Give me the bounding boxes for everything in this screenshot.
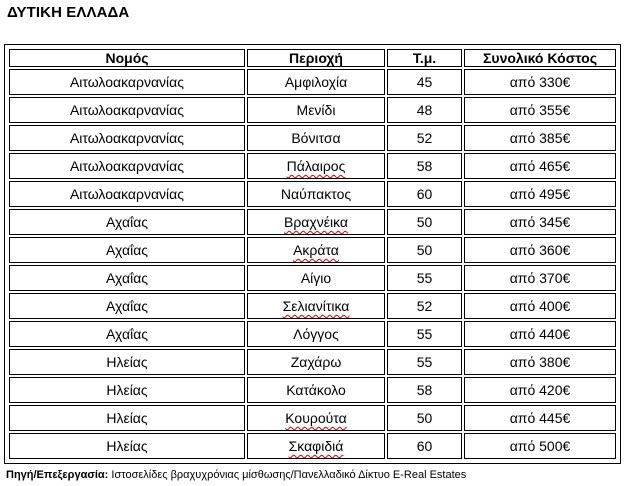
source-note — [6, 469, 466, 481]
table-row — [9, 237, 616, 263]
cell-nomos: Αιτωλοακαρνανίας — [9, 97, 245, 123]
table-row — [9, 69, 616, 95]
spellcheck-flagged-text: Σελιανίτικα — [282, 298, 350, 314]
cell-nomos: Αιτωλοακαρνανίας — [9, 181, 245, 207]
table-row — [9, 181, 616, 207]
column-header-kostos: Συνολικό Κόστος — [464, 49, 616, 67]
cell-tm: 48 — [387, 97, 462, 123]
cell-perioxi: Αίγιο — [247, 265, 385, 291]
cell-nomos: Ηλείας — [9, 405, 245, 431]
cell-perioxi: Βόνιτσα — [247, 125, 385, 151]
cell-tm: 50 — [387, 237, 462, 263]
cell-kostos: από 355€ — [464, 97, 616, 123]
cell-tm: 50 — [387, 405, 462, 431]
cell-perioxi: Μενίδι — [247, 97, 385, 123]
spellcheck-flagged-text: Σκαφιδιά — [288, 438, 344, 454]
spellcheck-flagged-text: Ακράτα — [293, 242, 339, 258]
table-row — [9, 293, 616, 319]
cell-perioxi: Λόγγος — [247, 321, 385, 347]
cell-perioxi — [247, 153, 385, 179]
cell-perioxi — [247, 237, 385, 263]
cell-nomos: Αιτωλοακαρνανίας — [9, 153, 245, 179]
cell-tm: 55 — [387, 321, 462, 347]
table-row — [9, 321, 616, 347]
table-row — [9, 125, 616, 151]
table-body — [9, 69, 616, 459]
table-row — [9, 405, 616, 431]
cell-nomos: Αχαΐας — [9, 321, 245, 347]
table-row — [9, 209, 616, 235]
table-header-row — [9, 49, 616, 67]
cell-perioxi: Ναύπακτος — [247, 181, 385, 207]
table-row — [9, 97, 616, 123]
spellcheck-flagged-text: Πάλαιρος — [286, 158, 346, 174]
cell-kostos: από 345€ — [464, 209, 616, 235]
cell-nomos: Αιτωλοακαρνανίας — [9, 125, 245, 151]
cell-perioxi — [247, 433, 385, 459]
cell-tm: 58 — [387, 153, 462, 179]
spellcheck-flagged-text: Κουρούτα — [285, 410, 347, 426]
cell-perioxi — [247, 405, 385, 431]
column-header-nomos: Νομός — [9, 49, 245, 67]
cell-kostos: από 370€ — [464, 265, 616, 291]
rental-cost-table-frame — [4, 44, 621, 464]
cell-kostos: από 380€ — [464, 349, 616, 375]
cell-perioxi: Αμφιλοχία — [247, 69, 385, 95]
cell-nomos: Ηλείας — [9, 433, 245, 459]
cell-tm: 60 — [387, 181, 462, 207]
cell-tm: 50 — [387, 209, 462, 235]
table-row — [9, 349, 616, 375]
cell-kostos: από 500€ — [464, 433, 616, 459]
cell-tm: 52 — [387, 125, 462, 151]
cell-kostos: από 445€ — [464, 405, 616, 431]
cell-tm: 55 — [387, 349, 462, 375]
source-label: Πηγή/Επεξεργασία: — [6, 469, 109, 481]
cell-kostos: από 495€ — [464, 181, 616, 207]
cell-kostos: από 400€ — [464, 293, 616, 319]
column-header-tm: Τ.μ. — [387, 49, 462, 67]
column-header-perioxi: Περιοχή — [247, 49, 385, 67]
table-row — [9, 153, 616, 179]
cell-nomos: Αχαΐας — [9, 265, 245, 291]
spellcheck-flagged-text: Βραχνέικα — [283, 214, 349, 230]
source-text: Ιστοσελίδες βραχυχρόνιας μίσθωσης/Πανελλαδικό Δίκτυο E-Real Estates — [108, 469, 467, 481]
table-row — [9, 377, 616, 403]
cell-tm: 58 — [387, 377, 462, 403]
cell-perioxi — [247, 209, 385, 235]
cell-perioxi: Κατάκολο — [247, 377, 385, 403]
cell-perioxi — [247, 293, 385, 319]
cell-tm: 55 — [387, 265, 462, 291]
cell-tm: 45 — [387, 69, 462, 95]
page-title: ΔΥΤΙΚΗ ΕΛΛΑΔΑ — [7, 4, 130, 21]
cell-nomos: Αχαΐας — [9, 293, 245, 319]
cell-kostos: από 465€ — [464, 153, 616, 179]
cell-nomos: Αιτωλοακαρνανίας — [9, 69, 245, 95]
rental-cost-table — [7, 47, 618, 461]
cell-kostos: από 360€ — [464, 237, 616, 263]
cell-kostos: από 330€ — [464, 69, 616, 95]
cell-nomos: Ηλείας — [9, 349, 245, 375]
cell-kostos: από 420€ — [464, 377, 616, 403]
cell-perioxi: Ζαχάρω — [247, 349, 385, 375]
cell-kostos: από 385€ — [464, 125, 616, 151]
cell-nomos: Αχαΐας — [9, 209, 245, 235]
cell-nomos: Αχαΐας — [9, 237, 245, 263]
table-row — [9, 433, 616, 459]
cell-nomos: Ηλείας — [9, 377, 245, 403]
cell-tm: 60 — [387, 433, 462, 459]
table-row — [9, 265, 616, 291]
cell-tm: 52 — [387, 293, 462, 319]
cell-kostos: από 440€ — [464, 321, 616, 347]
